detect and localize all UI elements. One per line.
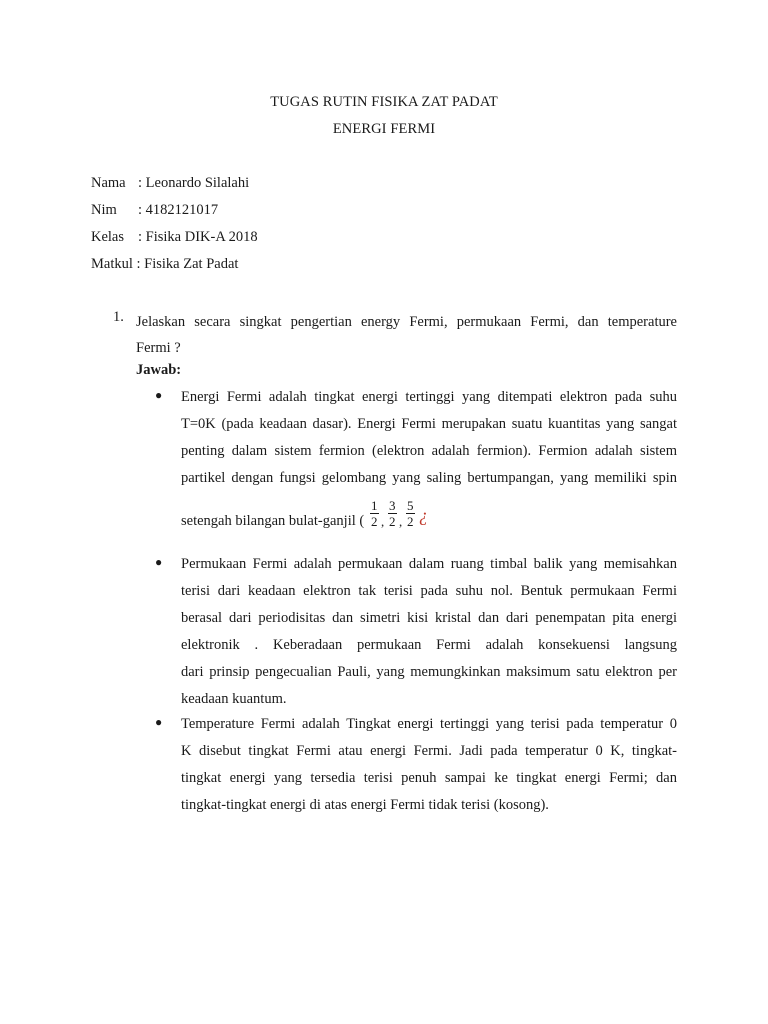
- paragraph-line: berasal dari periodisitas dan simetri kisi kristal dan dari penempatan pita energi: [181, 610, 677, 626]
- identity-value: : Leonardo Silalahi: [138, 175, 250, 191]
- identity-value: : Fisika Zat Padat: [136, 256, 239, 272]
- bullet-icon: ●: [155, 555, 163, 569]
- paragraph-line: Temperature Fermi adalah Tingkat energi tertinggi yang terisi pada temperatur 0: [181, 716, 677, 732]
- fraction-three-halves: $\frac{3}{2}$: [389, 498, 396, 529]
- fraction-separator: ,: [399, 514, 403, 529]
- paragraph-line: setengah bilangan bulat-ganjil (: [181, 513, 365, 529]
- identity-class-row: [91, 229, 258, 246]
- paragraph-line: K disebut tingkat Fermi atau energi Fermi. Jadi pada temperatur 0 K, tingkat-: [181, 743, 677, 759]
- bullet-icon: ●: [155, 388, 163, 402]
- identity-value: : 4182121017: [138, 202, 219, 218]
- fraction-one-half: $\frac{1}{2}$: [371, 498, 378, 529]
- identity-name-row: [91, 175, 249, 192]
- identity-label: Nama: [91, 175, 126, 191]
- question-line: Jelaskan secara singkat pengertian energy Fermi, permukaan Fermi, dan temperature: [136, 314, 677, 330]
- answer-paragraph-fermi-energy: [181, 384, 677, 536]
- paragraph-line: partikel dengan fungsi gelombang yang saling bertumpangan, yang memiliki spin: [181, 470, 677, 486]
- question-line: Fermi ?: [136, 340, 181, 356]
- answer-paragraph-fermi-temperature: [181, 711, 677, 819]
- paragraph-line: T=0K (pada keadaan dasar). Energi Fermi merupakan suatu kuantitas yang sangat: [181, 416, 677, 432]
- paragraph-line: Permukaan Fermi adalah permukaan dalam ruang timbal balik yang memisahkan: [181, 556, 677, 572]
- fraction-five-halves: $\frac{5}{2}$: [407, 498, 414, 529]
- answer-paragraph-fermi-surface: [181, 551, 677, 713]
- question-number: 1.: [113, 309, 124, 325]
- bullet-icon: ●: [155, 715, 163, 729]
- paragraph-line: keadaan kuantum.: [181, 691, 287, 707]
- paragraph-line: Energi Fermi adalah tingkat energi tertinggi yang ditempati elektron pada suhu: [181, 389, 677, 405]
- fraction-separator: ,: [381, 514, 385, 529]
- identity-value: : Fisika DIK-A 2018: [138, 229, 258, 245]
- identity-label: Kelas: [91, 229, 125, 245]
- paragraph-line: tingkat energi yang tersedia terisi penuh sampai ke tingkat energi Fermi; dan: [181, 770, 677, 786]
- document-subtitle: ENERGI FERMI: [332, 121, 436, 137]
- paragraph-line: tingkat-tingkat energi di atas energi Fermi tidak terisi (kosong).: [181, 797, 549, 813]
- paragraph-line: penting dalam sistem fermion (elektron adalah fermion). Fermion adalah sistem: [181, 443, 677, 459]
- broken-equation-symbol: ¿: [419, 505, 428, 525]
- document-title: TUGAS RUTIN FISIKA ZAT PADAT: [270, 94, 498, 110]
- paragraph-line: elektronik . Keberadaan permukaan Fermi adalah konsekuensi langsung: [181, 637, 677, 653]
- identity-label: Nim: [91, 202, 117, 218]
- paragraph-line: dari prinsip pengecualian Pauli, yang memungkinkan maksimum satu elektron per: [181, 664, 677, 680]
- paragraph-line: terisi dari keadaan elektron tak terisi pada suhu nol. Bentuk permukaan Fermi: [181, 583, 677, 599]
- question-text: [136, 309, 677, 361]
- spin-fraction-line: [181, 498, 677, 536]
- identity-label: Matkul: [91, 256, 133, 272]
- answer-label: Jawab:: [136, 362, 182, 378]
- identity-course-row: [91, 256, 238, 273]
- identity-nim-row: [91, 202, 218, 219]
